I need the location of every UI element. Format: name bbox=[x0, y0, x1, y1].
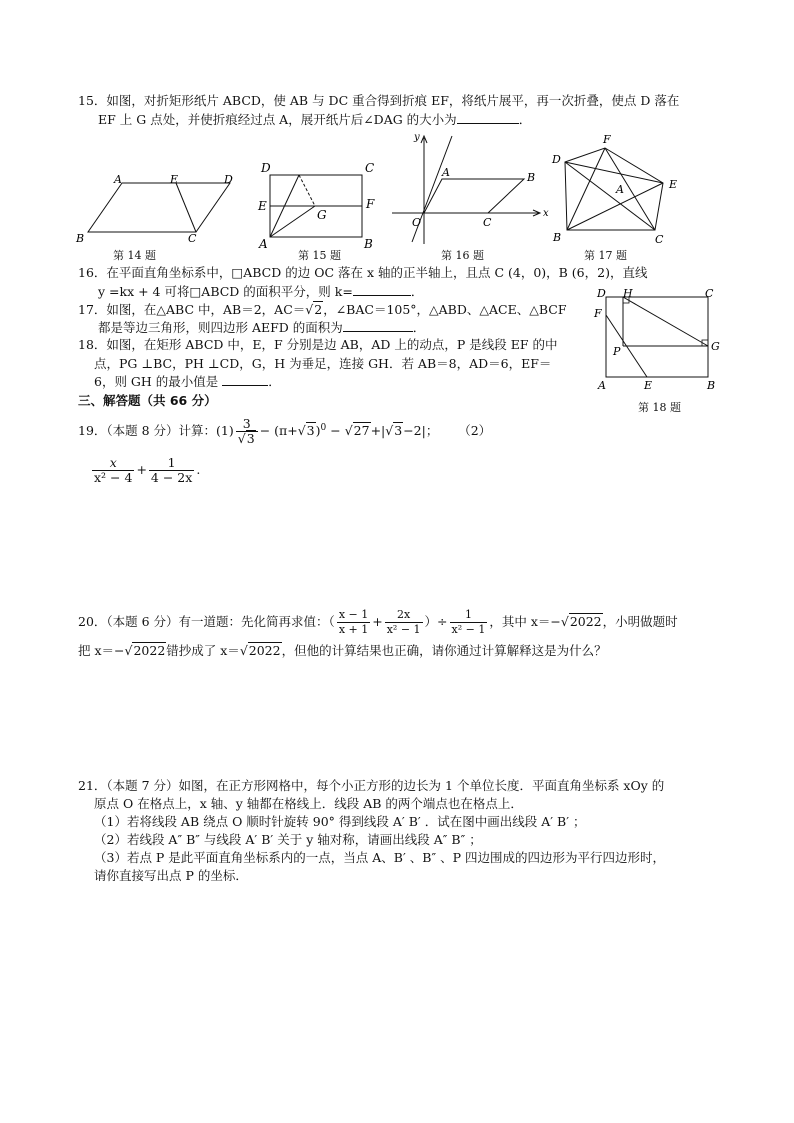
q19-prefix: 19．（本题 8 分）计算：(1) bbox=[78, 423, 234, 439]
q19-part2: （2） bbox=[458, 423, 492, 439]
q20-plus: + bbox=[372, 614, 383, 629]
fig15-label-D: D bbox=[261, 161, 271, 175]
fig16-label-C: C bbox=[483, 216, 492, 229]
q16-end: ． bbox=[410, 284, 424, 299]
q20-fraction-1 bbox=[337, 608, 370, 637]
fig18-label-G: G bbox=[711, 340, 720, 353]
fig17-label-F: F bbox=[603, 133, 611, 146]
figure-15 bbox=[255, 158, 385, 250]
q19-f3-den: 4 − 2x bbox=[150, 470, 193, 485]
q15-line2 bbox=[98, 111, 531, 129]
fig14-label-B: B bbox=[76, 232, 85, 245]
fig17-label-C: C bbox=[655, 233, 664, 246]
q19-t3: − bbox=[330, 423, 341, 439]
q19-t4-end: −2|； bbox=[403, 423, 439, 439]
q20-line2c: ，但他的计算结果也正确，请你通过计算解释这是为什么？ bbox=[281, 643, 607, 658]
fig14-label-D: D bbox=[224, 173, 233, 186]
q19-fraction-3 bbox=[149, 456, 194, 485]
q19-plus: + bbox=[136, 462, 147, 477]
fig16-label-O: O bbox=[412, 216, 422, 229]
q19-t3-root: 27 bbox=[353, 423, 370, 439]
fig16-caption: 第 16 题 bbox=[441, 249, 484, 262]
fig14-label-E: E bbox=[170, 173, 179, 186]
fig18-label-C: C bbox=[705, 287, 714, 300]
q19-line1: 19．（本题 8 分）计算：(1) $\frac{3}{√3}$ − $(\pi+√3)^0 - √27+|√3-2|$； （2） bbox=[78, 416, 492, 447]
fig17-label-D: D bbox=[552, 153, 561, 166]
q17-line1a: 17．如图，在△ABC 中，AB＝2，AC＝ bbox=[78, 302, 306, 317]
fig15-label-G: G bbox=[317, 208, 327, 222]
answer-blank-15 bbox=[457, 111, 519, 124]
figure-18 bbox=[590, 285, 725, 397]
fig17-label-B: B bbox=[553, 231, 562, 244]
q19-fraction-1: $\frac{3}{√3}$ bbox=[236, 417, 258, 446]
fig18-label-D: D bbox=[597, 287, 606, 300]
fig18-label-P: P bbox=[613, 345, 621, 358]
q20-line1: 20．（本题 6 分）有一道题：先化简再求值：（ $\frac{x - 1}{x + 1}$ + $\frac{2x}{\text{x² − 1}}$ ）÷ $\frac{1}{\text{x² − 1}}$ ，其中 x＝−√2022，小明做题时 bbox=[78, 608, 678, 636]
fig16-label-A: A bbox=[442, 166, 450, 179]
answer-blank-18 bbox=[222, 373, 268, 386]
q18-line3 bbox=[94, 373, 281, 391]
q21-line6: 请你直接写出点 P 的坐标． bbox=[94, 868, 248, 883]
q20-f1-den: x + 1 bbox=[338, 623, 369, 636]
q20-tail1: ，小明做题时 bbox=[602, 614, 678, 629]
q20-prefix: 20．（本题 6 分）有一道题：先化简再求值：（ bbox=[78, 614, 335, 629]
q16-line2-text: y =kx + 4 可将□ABCD 的面积平分，则 k= bbox=[98, 284, 353, 299]
fig14-caption: 第 14 题 bbox=[113, 249, 156, 262]
q20-line2b: 错抄成了 x＝ bbox=[166, 643, 240, 658]
q20-root3: 2022 bbox=[248, 643, 281, 658]
q20-f2-num: 2x bbox=[385, 608, 423, 623]
figure-14 bbox=[72, 168, 242, 248]
fig15-label-A: A bbox=[259, 237, 268, 250]
q21-line2: 原点 O 在格点上，x 轴、y 轴都在格线上．线段 AB 的两个端点也在格点上． bbox=[94, 796, 523, 811]
fig14-label-A: A bbox=[114, 173, 122, 186]
q19-fraction-2 bbox=[92, 456, 134, 485]
q20-f1-num: x − 1 bbox=[338, 608, 369, 621]
q20-div: ）÷ bbox=[424, 614, 448, 629]
q19-t4: +| bbox=[370, 423, 386, 439]
q17-line1b: ，∠BAC＝105°，△ABD、△ACE、△BCF bbox=[323, 302, 567, 317]
q19-f2-num: x bbox=[92, 456, 134, 471]
q20-fraction-2 bbox=[385, 608, 423, 637]
q20-f3-num: 1 bbox=[450, 608, 488, 623]
fig18-label-F: F bbox=[594, 307, 602, 320]
q19-exp0: 0 bbox=[320, 423, 327, 433]
q17-line2-text: 都是等边三角形，则四边形 AEFD 的面积为 bbox=[98, 320, 343, 335]
q20-line2: 把 x＝−√2022错抄成了 x＝√2022，但他的计算结果也正确，请你通过计算解释这是为什么？ bbox=[78, 643, 607, 658]
q20-root1: 2022 bbox=[569, 614, 602, 629]
fig15-label-E: E bbox=[258, 199, 267, 213]
q19-end: . bbox=[196, 462, 201, 477]
q18-line1: 18．如图，在矩形 ABCD 中，E，F 分别是边 AB，AD 上的动点，P 是线段 EF 的中 bbox=[78, 337, 558, 352]
q21-line1: 21．（本题 7 分）如图，在正方形网格中，每个小正方形的边长为 1 个单位长度．平面直角坐标系 xOy 的 bbox=[78, 778, 665, 793]
q19-t2-root: 3 bbox=[306, 423, 315, 439]
fig16-label-y: y bbox=[414, 132, 420, 143]
q20-line2a: 把 x＝− bbox=[78, 643, 125, 658]
fig15-label-C: C bbox=[365, 161, 375, 175]
fig17-label-A: A bbox=[616, 183, 624, 196]
answer-blank-16 bbox=[353, 283, 411, 296]
fig18-label-E: E bbox=[644, 379, 653, 392]
figure-17 bbox=[545, 130, 685, 248]
q17-line1: 17．如图，在△ABC 中，AB＝2，AC＝√2，∠BAC＝105°，△ABD、△ACE、△BCF bbox=[78, 302, 567, 317]
q20-f3-den: x² − 1 bbox=[451, 623, 486, 636]
q16-line1: 16．在平面直角坐标系中，□ABCD 的边 OC 落在 x 轴的正半轴上，且点 C (4，0)，B (6，2)，直线 bbox=[78, 265, 648, 280]
fig15-caption: 第 15 题 bbox=[298, 249, 341, 262]
q20-f2-den: x² − 1 bbox=[386, 623, 421, 636]
q20-mid: ，其中 x＝− bbox=[489, 614, 561, 629]
q21-line3: （1）若将线段 AB 绕点 O 顺时针旋转 90° 得到线段 A′ B′ ．试在图中画出线段 A′ B′ ； bbox=[94, 814, 586, 829]
fig18-label-B: B bbox=[707, 379, 716, 392]
q16-line2 bbox=[98, 283, 423, 301]
q17-root: 2 bbox=[314, 302, 323, 317]
q18-line2: 点，PG ⊥BC，PH ⊥CD，G，H 为垂足，连接 GH．若 AB＝8，AD＝6，EF＝ bbox=[94, 356, 552, 371]
q19-f1-den-root: 3 bbox=[246, 431, 255, 447]
fig17-label-E: E bbox=[669, 178, 678, 191]
fig16-label-B: B bbox=[527, 171, 536, 184]
q19-t2-end: ) bbox=[315, 423, 321, 439]
q15-line1: 15．如图，对折矩形纸片 ABCD，使 AB 与 DC 重合得到折痕 EF，将纸片展平，再一次折叠，使点 D 落在 bbox=[78, 93, 680, 108]
q19-f1-num: 3 bbox=[236, 417, 258, 432]
q15-end: ． bbox=[518, 112, 532, 127]
q21-line5: （3）若点 P 是此平面直角坐标系内的一点，当点 A、B′ 、B″ 、P 四边围成的四边形为平行四边形时， bbox=[94, 850, 666, 865]
fig15-label-B: B bbox=[364, 237, 373, 250]
fig16-label-x: x bbox=[543, 208, 549, 219]
fig14-label-C: C bbox=[188, 232, 197, 245]
figure-16 bbox=[390, 130, 555, 248]
q19-f2-den: x² − 4 bbox=[94, 470, 133, 485]
q19-line2 bbox=[90, 452, 200, 488]
q20-fraction-3 bbox=[450, 608, 488, 637]
fig18-label-H: H bbox=[623, 287, 633, 300]
q18-line3-text: 6，则 GH 的最小值是 bbox=[94, 374, 219, 389]
fig17-caption: 第 17 题 bbox=[584, 249, 627, 262]
q19-t4-root: 3 bbox=[394, 423, 403, 439]
fig15-label-F: F bbox=[366, 197, 375, 211]
section-heading: 三、解答题（共 66 分） bbox=[78, 393, 217, 408]
q17-end: ． bbox=[412, 320, 426, 335]
q19-t2: − (π+ bbox=[259, 423, 298, 439]
q15-line2-text: EF 上 G 点处，并使折痕经过点 A，展开纸片后∠DAG 的大小为 bbox=[98, 112, 457, 127]
q18-end: ． bbox=[268, 374, 281, 389]
q20-root2: 2022 bbox=[133, 643, 166, 658]
q19-f3-num: 1 bbox=[149, 456, 194, 471]
answer-blank-17 bbox=[343, 319, 413, 332]
q21-line4: （2）若线段 A″ B″ 与线段 A′ B′ 关于 y 轴对称，请画出线段 A″ B″ ； bbox=[94, 832, 482, 847]
fig18-caption: 第 18 题 bbox=[638, 401, 681, 414]
q17-line2 bbox=[98, 319, 425, 337]
fig18-label-A: A bbox=[598, 379, 606, 392]
